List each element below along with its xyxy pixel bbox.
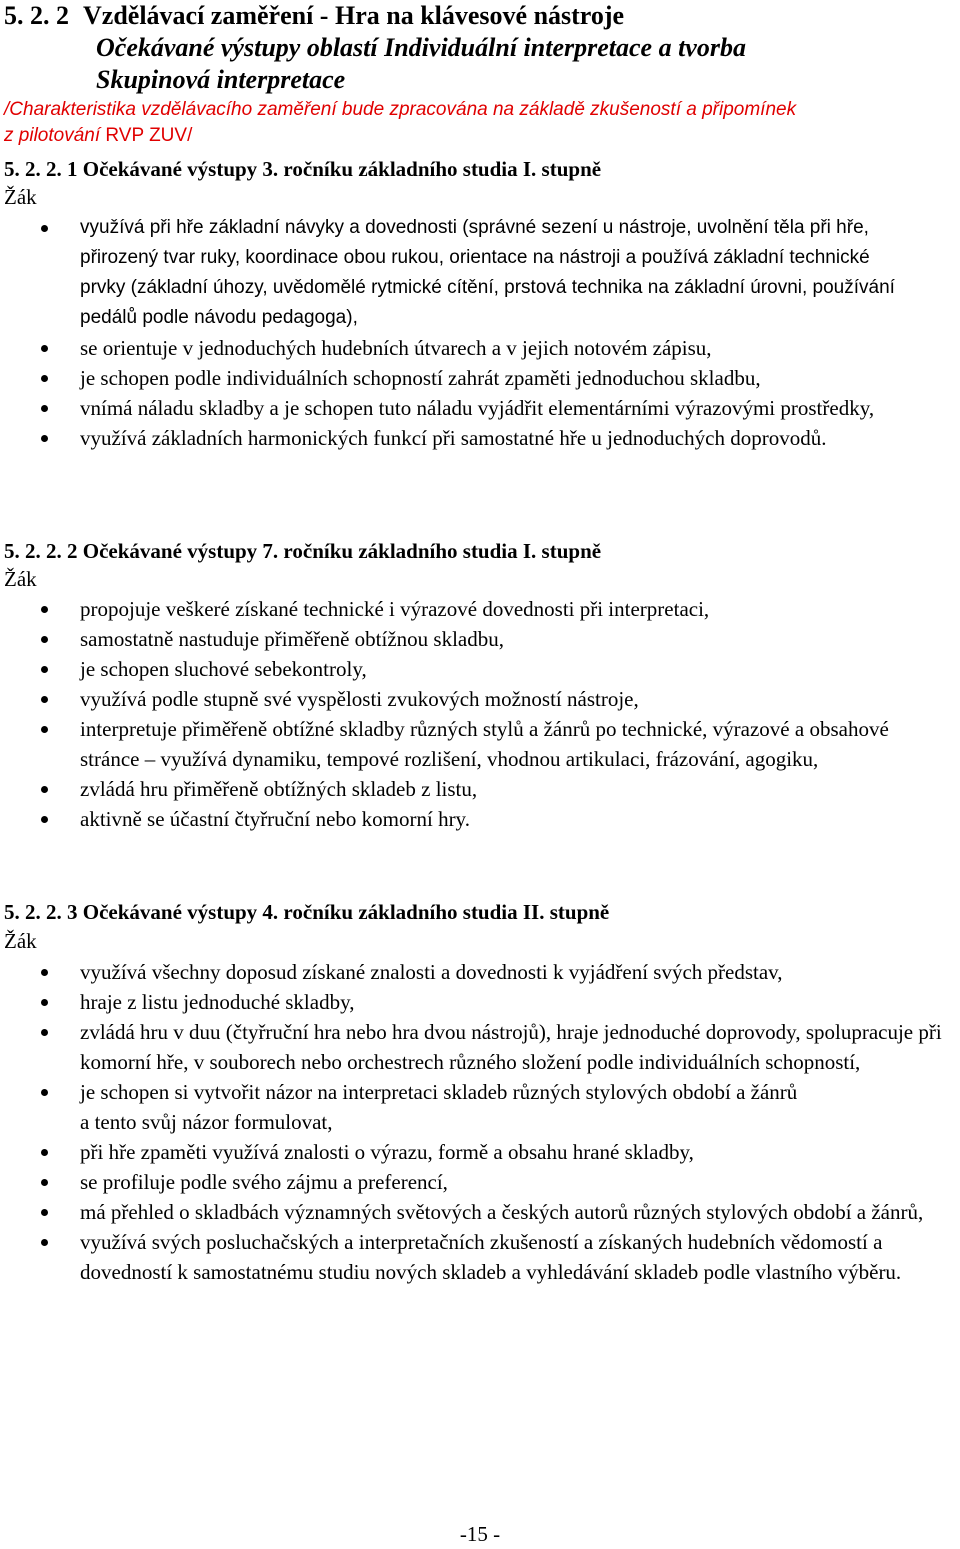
list-item: je schopen si vytvořit názor na interpretaci skladeb různých stylových období a žánrů a tento svůj názor formulovat, <box>0 1077 960 1137</box>
bullet-icon <box>41 816 48 823</box>
main-heading <box>4 0 624 32</box>
bullet-icon <box>41 999 48 1006</box>
note-text-2-italic: z pilotování <box>4 125 101 146</box>
note-text-1: /Charakteristika vzdělávacího zaměření bude zpracována na základě zkušeností a připomínek <box>4 99 797 120</box>
section-2-student-label: Žák <box>4 567 37 591</box>
list-item: je schopen sluchové sebekontroly, <box>0 654 960 684</box>
list-item: při hře zpaměti využívá znalosti o výrazu, formě a obsahu hrané skladby, <box>0 1137 960 1167</box>
bullet-icon <box>41 375 48 382</box>
bullet-icon <box>41 696 48 703</box>
list-item: zvládá hru v duu (čtyřruční hra nebo hra dvou nástrojů), hraje jednoduché doprovody, spolupracuje při komorní hře, v souborech nebo orchestrech různého složení podle individuálních schopností, <box>0 1017 960 1077</box>
bullet-icon <box>41 225 48 232</box>
bullet-icon <box>41 1209 48 1216</box>
list-item: samostatně nastuduje přiměřeně obtížnou skladbu, <box>0 624 960 654</box>
list-item: se orientuje v jednoduchých hudebních útvarech a v jejich notovém zápisu, <box>0 333 960 363</box>
list-item: využívá při hře základní návyky a dovednosti (správné sezení u nástroje, uvolnění těla při hře, přirozený tvar ruky, koordinace obou rukou, orientace na nástroji a používá základní technické prvky (základní úhozy, uvědomělé rytmické cítění, prstová technika na základní úrovni, používání pedálů podle návodu pedagoga), <box>0 213 960 333</box>
bullet-icon <box>41 345 48 352</box>
section-1-title: 5. 2. 2. 1 Očekávané výstupy 3. ročníku základního studia I. stupně <box>4 157 602 181</box>
bullet-icon <box>41 969 48 976</box>
note-line-2 <box>4 123 192 149</box>
bullet-icon <box>41 1149 48 1156</box>
bullet-icon <box>41 1239 48 1246</box>
section-3-student-label: Žák <box>4 929 37 953</box>
note-line-1 <box>4 97 796 123</box>
section-3-title: 5. 2. 2. 3 Očekávané výstupy 4. ročníku základního studia II. stupně <box>4 900 610 924</box>
list-item: zvládá hru přiměřeně obtížných skladeb z listu, <box>0 774 960 804</box>
bullet-icon <box>41 1089 48 1096</box>
bullet-icon <box>41 435 48 442</box>
list-item: hraje z listu jednoduché skladby, <box>0 987 960 1017</box>
section-2-title: 5. 2. 2. 2 Očekávané výstupy 7. ročníku základního studia I. stupně <box>4 539 602 563</box>
list-item: má přehled o skladbách významných světových a českých autorů různých stylových období a žánrů, <box>0 1197 960 1227</box>
bullet-icon <box>41 1029 48 1036</box>
list-item: využívá svých posluchačských a interpretačních zkušeností a získaných hudebních vědomostí a dovedností k samostatnému studiu nových skladeb a vyhledávání skladeb podle vlastního výběru. <box>0 1227 960 1287</box>
list-item: využívá všechny doposud získané znalosti a dovednosti k vyjádření svých představ, <box>0 957 960 987</box>
page-number: -15 - <box>459 1522 501 1546</box>
bullet-icon <box>41 666 48 673</box>
list-item: je schopen podle individuálních schopností zahrát zpaměti jednoduchou skladbu, <box>0 363 960 393</box>
list-item: se profiluje podle svého zájmu a preferencí, <box>0 1167 960 1197</box>
subheading-1: Očekávané výstupy oblastí Individuální interpretace a tvorba <box>96 33 746 62</box>
list-item: využívá základních harmonických funkcí při samostatné hře u jednoduchých doprovodů. <box>0 423 960 453</box>
bullet-icon <box>41 405 48 412</box>
list-item: interpretuje přiměřeně obtížné skladby různých stylů a žánrů po technické, výrazové a obsahové stránce – využívá dynamiku, tempové rozlišení, vhodnou artikulaci, frázování, agogiku, <box>0 714 960 774</box>
subheading-2: Skupinová interpretace <box>96 65 346 94</box>
section-1-student-label: Žák <box>4 185 37 209</box>
section-3-list <box>0 957 960 1287</box>
section-title: Vzdělávací zaměření - Hra na klávesové nástroje <box>83 1 625 30</box>
bullet-icon <box>41 1179 48 1186</box>
note-text-2-plain: RVP ZUV/ <box>100 125 193 146</box>
bullet-icon <box>41 786 48 793</box>
bullet-icon <box>41 726 48 733</box>
bullet-icon <box>41 606 48 613</box>
section-number: 5. 2. 2 <box>4 1 69 30</box>
list-item: aktivně se účastní čtyřruční nebo komorní hry. <box>0 804 960 834</box>
list-item: využívá podle stupně své vyspělosti zvukových možností nástroje, <box>0 684 960 714</box>
list-item: vnímá náladu skladby a je schopen tuto náladu vyjádřit elementárními výrazovými prostředky, <box>0 393 960 423</box>
list-item: propojuje veškeré získané technické i výrazové dovednosti při interpretaci, <box>0 594 960 624</box>
section-1-list <box>0 213 960 453</box>
bullet-icon <box>41 636 48 643</box>
section-2-list <box>0 594 960 834</box>
